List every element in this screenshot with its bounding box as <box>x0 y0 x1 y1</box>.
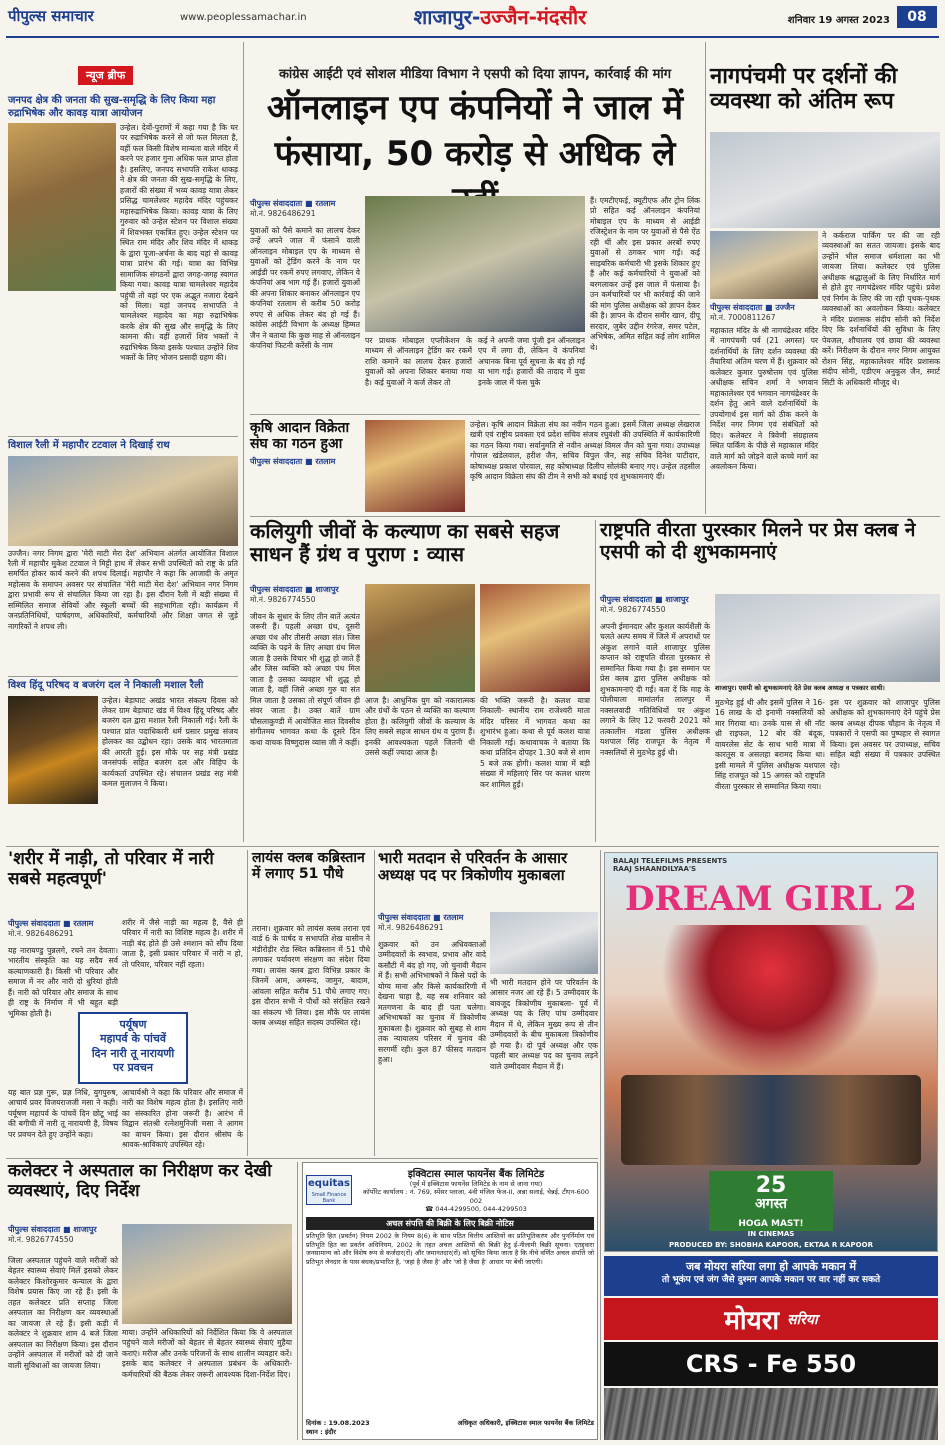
notice-body: प्रतिभूति हित (प्रवर्तन) नियम 2002 के नियम 8(6) के साथ पठित वित्तीय आस्तियों का प्रतिभूतिकरण और पुनर्निर्माण एवं प्रतिभूति हित का प्रवर्तन अधिनियम, 2002 के तहत अचल आस्तियों की बिक्री हेतु ई-नीलामी बिक्री सूचना। एतद्द्वारा जनसामान्य को और विशेष रूप से कर्जदार(रों) और जमानतदार(रों) को सूचित किया जाता है कि नीचे वर्णित अचल संपत्ति जो प्रतिभूत लेनदार के पास बंधक/प्रभारित है, 'जहां है जैसा है' और 'जो है जैसा है' आधार पर बेची जाएगी। <box>306 1231 594 1267</box>
saria-line-1: जब मोयरा सरिया लगा हो आपके मकान में <box>685 1260 857 1273</box>
quote-line-4: पर प्रवचन <box>112 1060 154 1074</box>
ad-movie-art <box>661 925 881 1075</box>
krishi-block <box>250 420 360 516</box>
lead-col4: हैं। एमटीएफई, क्यूटीएफ और ट्रोन लिंक प्रो सहित कई ऑनलाइन कंपनियां मोबाइल एप के माध्यम से आईडी रजिस्ट्रेशन के नाम पर युवाओं से पैसे ऐंठ रही थीं और इस प्रकार अरबों रुपए युवाओं से ठगकर भाग गईं। कई साइबरिक कर्मचारी भी इसके शिकार हुए हैं और कई कर्मचारियों ने युवाओं को बरगलाकर उन्हें इस जाल में फंसाया है। उन कर्मचारियों पर भी कार्रवाई की जाने की मांग पुलिस अधीक्षक को ज्ञापन देकर की है। ज्ञापन के दौरान समीर खान, दीपू सरदार, जुबेर उद्दीन रंगरेज, समर पटेल, अभिषेक, अमित सहित कई लोग शामिल थे। <box>590 196 700 352</box>
kawad-yatra-photo <box>8 123 116 291</box>
krishi-byline: पीपुल्स संवाददाता ■ रतलाम <box>250 457 336 467</box>
matdan-photo <box>490 912 598 974</box>
rashtrapati-headline: राष्ट्रपति वीरता पुरस्कार मिलने पर प्रेस क्लब ने एसपी को दी शुभकामनाएं <box>600 519 916 563</box>
krishi-headline: कृषि आदान विक्रेता संघ का गठन हुआ <box>250 420 350 453</box>
nagpanchami-body1: महाकाल मंदिर के श्री नागचंद्रेश्वर मंदिर में नागपंचमी पर्व (21 अगस्त) पर दर्शनार्थियों के लिए दर्शन व्यवस्था की तैयारियां अंतिम चरण में हैं। शुक्रवार को कलेक्टर कुमार पुरुषोत्तम एवं पुलिस अधीक्षक सचिन शर्मा ने भगवान महाकालेश्वर एवं भगवान नागचंद्रेश्वर के दर्शन हेतु आने वाले दर्शनार्थियों के उपयोगार्थ इस मार्ग को ठीक करने के निर्देश नगर निगम एवं संबंधितों को दिए। कलेक्टर ने त्रिवेणी संग्रहालय स्थित पार्किंग के पीछे से महाकाल मंदिर वाले मार्ग को जोड़ने वाले कच्चे मार्ग का अवलोकन किया। <box>710 326 818 472</box>
krishi-photo <box>365 420 465 512</box>
kaliyugi-body2: आज है। आधुनिक युग को नकारात्मक और ग्रंथों के पठन से व्यक्ति का कल्याण होता है। कलियुगी जीवों के कल्याण के लिए सबसे सहज साधन ग्रंथ व पुराण हैं। इनकी आवश्यकता पहले जितनी थी उससे कहीं ज्यादा आज है। <box>365 696 475 758</box>
brief3-body: उन्हेल। बेड़ाघाट अखंड भारत संकल्प दिवस को लेकर ग्राम बेड़ाघाट खंड में विश्व हिंदू परिषद और बजरंग दल द्वारा मशाल रैली निकाली गई। रैली के पश्चात प्रांत पदाधिकारी धर्म प्रसार प्रमुख संजय होलकर का उद्बोधन रहा। उसके बाद भारतमाता की आरती हुई। इस मौके पर सह मंत्री प्रखंड जनसंपर्क सहित बजरंग दल और विहिप के कार्यकर्ता उपस्थित रहे। संचालन प्रखंड सह मंत्री कमल मुलाजन ने किया। <box>102 695 238 789</box>
matdan-mobile: मो.नं. 9826486291 <box>378 923 444 932</box>
city-title-a: शाजापुर- <box>413 5 481 29</box>
nagpanchami-byline: पीपुल्स संवाददाता ■ उज्जैन <box>710 303 795 312</box>
masthead-website[interactable]: www.peoplessamachar.in <box>180 12 307 23</box>
nari-headline: 'शरीर में नाड़ी, तो परिवार में नारी सबसे महत्वपूर्ण' <box>8 849 214 889</box>
ad-tagline: HOGA MAST! <box>738 1219 804 1229</box>
aspatal-body1: जिला अस्पताल पहुंचने वाले मरीजों को बेहतर स्वास्थ्य सेवाएं मिलें इसको लेकर कलेक्टर किशोरकुमार कन्याल के द्वारा विशेष प्रयास किए जा रहे हैं। इसी के तहत कलेक्टर प्रति सप्ताह जिला अस्पताल का निरीक्षण कर व्यवस्थाओं का जायजा ले रहे हैं। इसी कड़ी में कलेक्टर ने शुक्रवार शाम 4 बजे जिला अस्पताल का निरीक्षण किया। इस दौरान उन्होंने अस्पताल में मरीजों को दी जाने वाली सुविधाओं का जायजा लिया। <box>8 1256 118 1370</box>
nagpanchami-mobile: मो.नं. 7000811267 <box>710 313 776 322</box>
lead-col2: पर प्राथक मोबाइल एप्लीकेशन के माध्यम से ऑनलाइन ट्रेडिंग कर रकमें राशि कमाने का लालच देकर हजारों युवाओं को अपना शिकार बनाया गया है। कई युवाओं ने कर्ज लेकर तो <box>365 336 472 387</box>
matdan-body1: शुक्रवार को उन अधिवक्ताओं उम्मीदवारों के स्वभाव, प्रभाव और वादे कसौटी में बंद हो गए, जो चुनावी मैदान में हैं। सभी अभिभाषकों ने किसे पदों के योग्य माना और किसे कार्यकारिणी में देखना चाहा है, यह सब शनिवार को मतगणना के बाद ही पता चलेगा। अभिभाषकों का चुनाव में त्रिकोणीय मुकाबला है। शुक्रवार को सुबह से शाम तक न्यायालय परिसर में चुनाव की सरगर्मी रही। कुल 87 फीसद मतदान हुआ। <box>378 940 486 1065</box>
aspatal-body2: माया। उन्होंने अधिकारियों को निर्देशित किया कि वे अस्पताल पहुंचने वाले मरीजों को बेहतर से बेहतर स्वास्थ्य सेवाएं मुहैया कराएं। मरीज और उनके परिजनों के साथ शालीन व्यवहार करें। इसके बाद कलेक्टर ने अस्पताल प्रबंधन के अधिकारी-कर्मचारियों की बैठक लेकर जरूरी आवश्यक दिशा-निर्देश दिए। <box>122 1328 292 1379</box>
equitas-logo-name: equitas <box>308 1177 350 1189</box>
matdan-byline: पीपुल्स संवाददाता ■ रतलाम <box>378 913 464 922</box>
masthead-rule <box>6 36 939 38</box>
krishi-body: उन्हेल। कृषि आदान विक्रेता संघ का नवीन गठन हुआ। इसमें जिला अध्यक्ष लेखराज खत्री एवं राष्ट्रीय प्रवक्ता एवं प्रदेश सचिव संजय रघुवंशी की उपस्थिति में कार्यकारिणी का गठन किया गया। सर्वानुमति से नवीन अध्यक्ष विमल जैन को चुना गया। उपाध्यक्ष गोपाल खंडेलवाल, हरीश जैन, सचिव विपुल जैन, सह सचिव दिनेश पाटीदार, कोषाध्यक्ष प्रकाश पोरवाल, सह कोषाध्यक्ष दिलीप सोलंकी बनाए गए। उन्हेल तहसील कृषि आदान विक्रेता संघ की टीम ने सभी को बधाई एवं शुभकामनाएं दीं। <box>470 420 700 482</box>
rashtrapati-byline-block <box>600 594 710 618</box>
rashtrapati-body2: मुठभेड़ हुई थी और इसमें पुलिस ने 16-16 लाख के दो इनामी नक्सलियों को मार गिराया था। उनके पास से श्री नॉट थ्री राइफल, 12 बोर की बंदूक, वायरलेस सेट के साथ भारी मात्रा में कारतूस व असलहा बरामद किया था। इसी मामले में पुलिस अधीक्षक यशपाल सिंह राजपूत को 15 अगस्त को राष्ट्रपति वीरता पुरस्कार से सम्मानित किया गया। <box>715 698 825 791</box>
ad-producer: PRODUCED BY: SHOBHA KAPOOR, EKTAA R KAPOOR <box>669 1241 873 1249</box>
nagpanchami-byline-block <box>710 302 818 324</box>
kaliyugi-headline: कलियुगी जीवों के कल्याण का सबसे सहज साधन हैं ग्रंथ व पुराण : व्यास <box>250 519 560 566</box>
kaliyugi-body1: जीवन के सुधार के लिए तीन बातें अत्यंत जरूरी हैं। पहली अच्छा ग्रंथ, दूसरी अच्छा पंथ और तीसरी अच्छा संत। जिस व्यक्ति के पढ़ने के लिए अच्छा ग्रंथ मिल जाता है उसके विचार भी शुद्ध हो जाते हैं और जिस व्यक्ति को अच्छा पंथ मिल जाता है उसका व्यवहार भी शुद्ध हो जाता है, वहीं जिसे अच्छा गुरु या संत मिल जाता है उसका तो संपूर्ण जीवन ही संवर जाता है। उक्त बातें ग्राम चौसलाकुण्डी में आयोजित सात दिवसीय संगीतमय भागवत कथा के दूसरे दिन कथा वाचक विष्णुदास व्यास जी ने कहीं। <box>250 612 360 747</box>
aspatal-byline-block <box>8 1224 118 1248</box>
notice-title: इक्विटास स्माल फायनेंस बैंक लिमिटेड <box>407 1169 545 1180</box>
ad-movie-title: DREAM GIRL 2 <box>624 879 918 919</box>
nari-body3: यह बात प्रज्ञ गुरू, प्रज्ञ निधि, युगपुरुष, आचार्य प्रवर विजयराजजी मसा ने कही। पर्यूषण महापर्व के पांचवें दिन छोटू भाई की बगीची में नारी तू नारायणी है, विषय पर प्रवचन देते हुए उन्होंने कहा। <box>8 1088 118 1139</box>
aspatal-byline: पीपुल्स संवाददाता ■ शाजापुर <box>8 1225 97 1234</box>
nari-body2: शरीर में जैसे नाड़ी का महत्व है, वैसे ही परिवार में नारी का विशिष्ट महत्व है। शरीर में नाड़ी बंद होते ही उसे श्मशान को सौंप दिया जाता है, इसी प्रकार परिवार में नारी न हो, तो परिवार, परिवार नहीं रहता। <box>122 918 243 969</box>
moyra-saria-product: CRS - Fe 550 <box>604 1342 938 1386</box>
brief2 <box>8 440 238 650</box>
mashal-rally-photo <box>8 696 98 804</box>
notice-heading: अचल संपत्ति की बिक्री के लिए बिक्री नोटिस <box>306 1217 594 1230</box>
lions-headline: लायंस क्लब कब्रिस्तान में लगाए 51 पौधे <box>252 850 365 883</box>
equitas-logo-sub: Small Finance Bank <box>311 1191 347 1204</box>
lead-byline-block <box>250 198 360 222</box>
nagpanchami-photo-1 <box>710 132 940 228</box>
notice-officer: अधिकृत अधिकारी, इक्विटास स्माल फायनेंस बैंक लिमिटेड <box>457 1418 594 1427</box>
kaliyugi-mobile: मो.नं. 9826774550 <box>250 595 316 604</box>
rashtrapati-mobile: मो.नं. 9826774550 <box>600 605 666 614</box>
nari-mobile: मो.नं. 9826486291 <box>8 929 74 938</box>
saria-line-2: तो भूकंप एवं जंग जैसे दुश्मन आपके मकान पर वार नहीं कर सकते <box>661 1275 881 1286</box>
notice-phone: ☎ 044-4299500, 044-4299503 <box>425 1205 527 1214</box>
kaliyugi-body3: की भक्ति जरूरी है। कलश यात्रा निकाली- स्थानीय राम राजेश्वरी माता मंदिर परिसर में भागवत कथा का शुभारंभ हुआ। कथा से पूर्व कलश यात्रा निकाली गई। कथावाचक ने बताया कि कथा प्रतिदिन दोपहर 1.30 बजे से शाम 5 बजे तक होगी। कलश यात्रा में बड़ी संख्या में महिलाएं सिर पर कलश धारण कर शामिल हुईं। <box>480 696 590 789</box>
masthead-city-title <box>360 3 640 31</box>
masthead-brand: पीपुल्स समाचार <box>8 7 94 25</box>
quote-line-3: दिन नारी तू नारायणी <box>91 1046 175 1060</box>
rashtrapati-byline: पीपुल्स संवाददाता ■ शाजापुर <box>600 595 689 604</box>
nari-byline: पीपुल्स संवाददाता ■ रतलाम <box>8 919 94 928</box>
matdan-headline: भारी मतदान से परिवर्तन के आसार अध्यक्ष पद पर त्रिकोणीय मुकाबला <box>378 849 568 885</box>
masthead-date: शनिवार 19 अगस्त 2023 <box>787 15 890 26</box>
kaliyugi-byline: पीपुल्स संवाददाता ■ शाजापुर <box>250 585 339 594</box>
matdan-byline-block <box>378 912 488 936</box>
brief3 <box>8 680 238 840</box>
equitas-notice <box>302 1162 598 1440</box>
quote-line-2: महापर्व के पांचवें <box>100 1032 166 1046</box>
moyra-saria-brand[interactable] <box>604 1298 938 1340</box>
lead-kicker: कांग्रेस आईटी एवं सोशल मीडिया विभाग ने एसपी को दिया ज्ञापन, कार्रवाई की मांग <box>278 67 672 82</box>
brief2-body: उज्जैन। नगर निगम द्वारा 'मेरी माटी मेरा देश' अभियान अंतर्गत आयोजित विशाल रैली में महापौर मुकेश टटवाल ने मिट्टी हाथ में लेकर सभी उपस्थितों को राष्ट्र के प्रति समर्पित होकर कार्य करने की शपथ दिलाई। महापौर ने कहा कि आजादी के अमृत महोत्सव के समापन अवसर पर संचालित 'मेरी माटी मेरा देश' अभियान नगर निगम द्वारा प्रभावी रूप से संचालित किया जा रहा है। इस दौरान रैली में बड़ी संख्या में सम्मिलित समाज सेवियों और स्कूली बच्चों की सहभागिता रही। कार्यक्रम में जनप्रतिनिधियों, पार्षदगण, अधिकारियों, कर्मचारियों और शिक्षा जगत से जुड़े नागरिकों ने शपथ ली। <box>8 548 238 631</box>
nari-byline-block <box>8 918 118 942</box>
lead-col3: कई ने अपनी जमा पूंजी इन ऑनलाइन एप में लगा दी, लेकिन वे कंपनियां अचानक बिना पूर्व सूचना के बंद हो गईं या भाग गईं। हजारों की तादाद में युवा इनके जाल में फंस चुके <box>478 336 585 387</box>
nari-body1: यह नारायण्डु पुन्नलगे, रचने तन देवताः। भारतीय संस्कृति का यह सदैव सर्व कल्याणकारी है। किसी भी परिवार और समाज में नर और नारी दो धुरियां होती हैं। नारी को परिवार और समाज के साथ ही राष्ट्र के निर्माण में भी बहुत बड़ी भूमिका होती है। <box>8 946 118 1018</box>
news-brief-tag: न्यूज ब्रीफ <box>78 66 133 85</box>
lead-col1: युवाओं को पैसे कमाने का लालच देकर उन्हें अपने जाल में फंसाने वाली ऑनलाइन मोबाइल एप के माध्यम से युवाओं को ट्रेडिंग करने के नाम पर आईडी पर रकमें रुपए लगवाए, लेकिन वे कंपनियां अब भाग गई हैं। हजारों युवाओं की अपना शिकार बनाकर ऑनलाइन एप कंपनियां रतलाम से करीब 50 करोड़ रुपए से अधिक लेकर बंद हो गई हैं। कांग्रेस आईटी विभाग के अध्यक्ष हिम्मत जैन ने बताया कि कुछ माह से ऑनलाइन कंपनियां फिटनी करेंसी के नाम <box>250 226 360 351</box>
rashtrapati-caption: शाजापुर। एसपी को शुभकामनाएं देते प्रेस क्लब अध्यक्ष व पत्रकार साथी। <box>715 684 885 692</box>
kaliyugi-photo-1 <box>365 584 475 692</box>
nagpanchami-body2: ने कर्कराज पार्किंग पर की जा रही व्यवस्थाओं का सतत जायजा। इसके बाद उन्होंने भील समाज धर्मशाला का भी जायजा लिया। कलेक्टर एवं पुलिस अधीक्षक श्रद्धालुओं के लिए निर्धारित मार्ग से होते हुए नागचंद्रेश्वर मंदिर पहुंचे। प्रवेश एवं निर्गम के लिए की जा रही पृथक-पृथक व्यवस्थाओं का अवलोकन किया। कलेक्टर ने मंदिर प्रशासक संदीप सोनी को निर्देश दिए कि दर्शनार्थियों की सुविधा के लिए पेयजल, शौचालय एवं छाया की व्यवस्था करें। निरीक्षण के दौरान नगर निगम आयुक्त रोशन सिंह, महाकालेश्वर मंदिर प्रशासक संदीप सोनी, एडीएम अनुकूल जैन, स्मार्ट सिटी के अधिकारी मौजूद थे। <box>822 231 940 387</box>
ad-in-cinemas: IN CINEMAS <box>747 1230 795 1238</box>
brief2-headline: विशाल रैली में महापौर टटवाल ने दिखाई राथ <box>8 440 170 451</box>
ad-date-day: 25 <box>755 1173 787 1198</box>
rashtrapati-photo <box>715 594 940 682</box>
brief1-body: उन्हेल। देवों-पुराणों में कहा गया है कि घर पर रुद्राभिषेक करने से जो फल मिलता है, वहीं फल किसी विशेष मान्यता वाले मंदिर में करने पर हजार गुना अधिक फल प्राप्त होता है। इसलिए, जनपद सभापति राकेश धाकड़ ने क्षेत्र की जनता की सुख-समृद्धि के लिए, हजारों की संख्या में भव्य कावड़ यात्रा लेकर प्रसिद्ध चामलेश्वर महादेव मंदिर पहुंचकर महारुद्राभिषेक किया। कावड़ यात्रा के लिए गुरुवार को उन्हेल स्टेशन पर विशाल संख्या में शिवभक्त एकत्रित हुए। उन्हेल स्टेशन पर स्थित राम मंदिर और शिव मंदिर में धाकड़ के द्वारा पूजा-अर्चना के बाद यहां से कावड़ यात्रा प्रारंभ की गई। यात्रा का विभिन्न सामाजिक संगठनों द्वारा जगह-जगह स्वागत किया गया। कावड़ यात्रा चामलेश्वर महादेव पहुंची तो वहां पर एक अद्भुत नजारा देखने को मिला। यहां जनपद सभापति ने चामलेश्वर महादेव का महा रुद्राभिषेक करके क्षेत्र की सुख और समृद्धि के लिए कामना की। वहीं हजारों शिव भक्तों ने रुद्राभिषेक किया इसके पश्चात उन्होंने शिव भक्तों के लिए भोजन प्रसादी ग्रहण की। <box>120 123 238 363</box>
aspatal-mobile: मो.नं. 9826774550 <box>8 1235 74 1244</box>
nari-quote-box <box>78 1012 188 1084</box>
lead-mobile: मो.नं. 9826486291 <box>250 209 316 218</box>
notice-address: कॉर्पोरेट कार्यालय : नं. 769, स्पेंसर प्लाजा, 4वी मंजिल फेज-II, अन्ना सलाई, चेन्नई, टीएन-600 002 <box>363 1188 589 1205</box>
brief1-headline: जनपद क्षेत्र की जनता की सुख-समृद्धि के लिए किया महा रुद्राभिषेक और कावड़ यात्रा आयोजन <box>8 95 216 119</box>
rashtrapati-body3: इस पर शुक्रवार को शाजापुर पुलिस अधीक्षक को शुभकामनाएं देने पहुंचे प्रेस क्लब अध्यक्ष दीपक चौहान के नेतृत्व में पत्रकारों ने एसपी का पुष्पहार से स्वागत किया। इस अवसर पर उपाध्यक्ष, सचिव सहित बड़ी संख्या में पत्रकार उपस्थित रहे। <box>830 698 940 770</box>
equitas-logo <box>306 1175 352 1205</box>
rashtrapati-body1: अपनी ईमानदार और कुशल कार्यशैली के चलते अल्प समय में जिले में अपराधों पर अंकुश लगाने वाले शाजापुर पुलिस कप्तान को राष्ट्रपति वीरता पुरस्कार से सम्मानित किया गया है। इस सम्मान पर प्रेस क्लब द्वारा पुलिस अधीक्षक को शुभकामनाएं दी गईं। बता दें कि माह के पोलीयाला मामांतर्गत लालपुर में नक्सलवादी गतिविधियों पर अंकुश लगाने के लिए 12 फरवरी 2021 को तत्कालीन मंडला पुलिस अधीक्षक यशपाल सिंह राजपूत के नेतृत्व में नक्सलियों से मुठभेड़ हुई थी। <box>600 622 710 757</box>
ad-cast-art <box>621 1075 921 1165</box>
moyra-saria-strip <box>604 1256 938 1296</box>
nagpanchami-headline: नागपंचमी पर दर्शनों की व्यवस्था को अंतिम रूप <box>710 64 898 115</box>
dream-girl-ad[interactable] <box>604 852 938 1252</box>
lead-headline: ऑनलाइन एप कंपनियों ने जाल में फंसाया, 50 करोड़ से अधिक ले <box>266 88 684 174</box>
page-number: 08 <box>897 6 937 28</box>
nari-body4: आचार्यश्री ने कहा कि परिवार और समाज में नारी का विशेष महत्व होता है। इसलिए नारी का संस्कारित होना जरूरी है। आरंभ में विद्वान संतश्री रत्नेशमुनिजी मसा ने आगम का वाचन किया। इस दौरान श्रीसंघ के श्रावक-श्राविकाएं उपस्थित रहे। <box>122 1088 243 1150</box>
aspatal-headline: कलेक्टर ने अस्पताल का निरीक्षण कर देखी व्यवस्थाएं, दिए निर्देश <box>8 1161 272 1201</box>
brief3-headline: विश्व हिंदू परिषद व बजरंग दल ने निकाली मशाल रैली <box>8 680 204 691</box>
ad-presenter: BALAJI TELEFILMS PRESENTS RAAJ SHAANDILYAA'S <box>613 857 728 873</box>
quote-line-1: पर्यूषण <box>119 1018 147 1031</box>
notice-date: दिनांक : 19.08.2023 <box>306 1418 370 1427</box>
lead-byline: पीपुल्स संवाददाता ■ रतलाम <box>250 199 336 208</box>
ad-date-month: अगस्त <box>754 1196 787 1213</box>
aspatal-photo <box>122 1224 292 1324</box>
notice-subtitle: (पूर्व में इक्विटास फायनेंस लिमिटेड के नाम से जाना गया) <box>409 1180 543 1188</box>
lead-photo <box>365 196 585 332</box>
nagpanchami-photo-2 <box>710 231 818 299</box>
notice-place: स्थान : इंदौर <box>306 1427 336 1436</box>
rally-photo <box>8 456 238 546</box>
lions-body: तराना। शुक्रवार को लायंस क्लब तराना एवं वार्ड 6 के पार्षद व सभापति शेख यासीन ने मंडीरोड़ीर रोड स्थित कब्रिस्तान में 51 पौधे लगाकर पर्यावरण संरक्षण का संदेश दिया गया। लायंस क्लब द्वारा विभिन्न प्रकार के जिनमें आम, अमरूद, जामुन, बादाम, आंवला सहित करीब 51 पौधे लगाए गए। इस दौरान सभी ने पौधों को संरक्षित रखने का संकल्प भी लिया। इस मौके पर लायंस क्लब अध्यक्ष सहित सदस्य उपस्थित रहे। <box>252 924 370 1028</box>
saria-brand-sub: सरिया <box>787 1311 818 1328</box>
kaliyugi-photo-2 <box>480 584 590 692</box>
saria-brand: मोयरा <box>724 1306 780 1336</box>
matdan-body2: भी भारी मतदान होने पर परिवर्तन के आसार नजर आ रहे हैं। 5 उम्मीदवार के बावजूद त्रिकोणीय मुकाबला- पूर्व में अध्यक्ष पद के लिए पांच उम्मीदवार मैदान में थे, लेकिन मुख्य रूप से तीन उम्मीदवारों के बीच मुकाबला त्रिकोणीय हो गया है। दो पूर्व अध्यक्ष और एक पहली बार अध्यक्ष पद का चुनाव लड़ने वाले उम्मीदवार मैदान में हैं। <box>490 978 598 1071</box>
city-title-b: उज्जैन-मंदसौर <box>480 5 587 29</box>
saria-rods-art <box>604 1388 938 1440</box>
kaliyugi-byline-block <box>250 584 360 608</box>
